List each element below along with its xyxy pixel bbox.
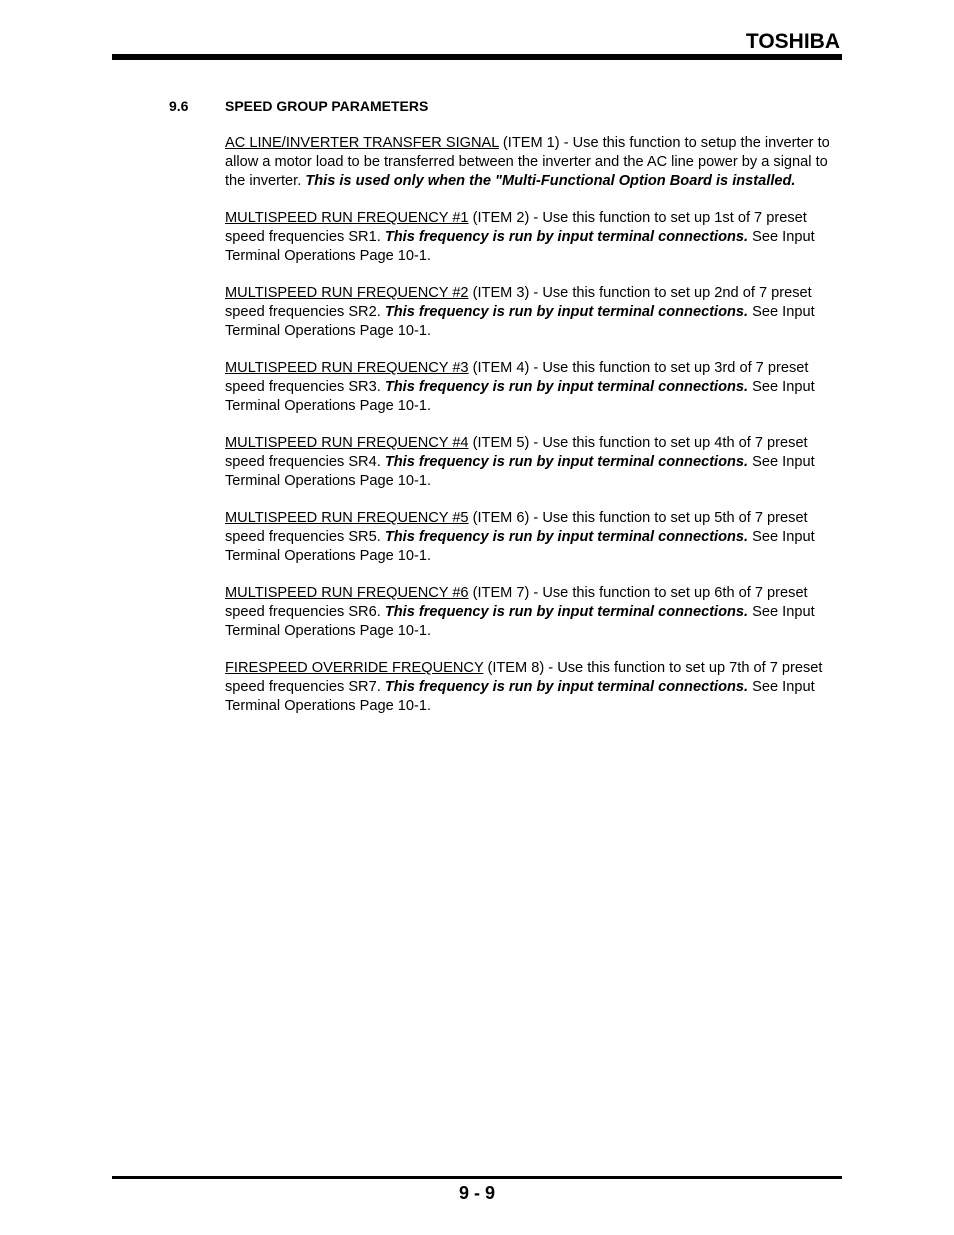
parameter-paragraph (225, 284, 837, 341)
parameter-name: MULTISPEED RUN FREQUENCY #3 (225, 360, 469, 376)
section-title: SPEED GROUP PARAMETERS (225, 98, 429, 114)
parameter-paragraph (225, 359, 837, 416)
parameter-reference: See Input Terminal Operations Page 10-1. (225, 304, 815, 339)
page-number: 9 - 9 (458, 1183, 496, 1203)
parameter-description: (ITEM 1) - Use this function to setup the inverter to allow a motor load to be transferred between the inverter and the AC line power by a signal to the inverter. (225, 135, 830, 189)
parameter-note: This is used only when the "Multi-Functional Option Board is installed. (305, 173, 796, 189)
parameter-description: (ITEM 5) - Use this function to set up 4th of 7 preset speed frequencies SR4. (225, 435, 808, 470)
parameter-note: This frequency is run by input terminal connections. (384, 454, 749, 470)
parameter-name: FIRESPEED OVERRIDE FREQUENCY (225, 660, 484, 676)
parameter-note: This frequency is run by input terminal connections. (384, 679, 749, 695)
parameter-reference: See Input Terminal Operations Page 10-1. (225, 454, 815, 489)
parameter-name: MULTISPEED RUN FREQUENCY #5 (225, 510, 469, 526)
parameter-paragraph (225, 434, 837, 491)
parameter-name: MULTISPEED RUN FREQUENCY #6 (225, 585, 469, 601)
parameter-description: (ITEM 4) - Use this function to set up 3rd of 7 preset speed frequencies SR3. (225, 360, 809, 395)
parameter-reference: See Input Terminal Operations Page 10-1. (225, 679, 815, 714)
parameter-description: (ITEM 8) - Use this function to set up 7th of 7 preset speed frequencies SR7. (225, 660, 823, 695)
parameter-paragraph (225, 584, 837, 641)
parameter-paragraph (225, 659, 837, 716)
brand-name: TOSHIBA (745, 30, 840, 53)
parameter-reference: See Input Terminal Operations Page 10-1. (225, 229, 815, 264)
parameter-reference: See Input Terminal Operations Page 10-1. (225, 379, 815, 414)
parameter-note: This frequency is run by input terminal connections. (384, 379, 749, 395)
parameter-description: (ITEM 6) - Use this function to set up 5th of 7 preset speed frequencies SR5. (225, 510, 808, 545)
parameter-description: (ITEM 2) - Use this function to set up 1st of 7 preset speed frequencies SR1. (225, 210, 807, 245)
parameter-note: This frequency is run by input terminal connections. (384, 229, 749, 245)
parameter-name: MULTISPEED RUN FREQUENCY #4 (225, 435, 469, 451)
parameter-description: (ITEM 7) - Use this function to set up 6th of 7 preset speed frequencies SR6. (225, 585, 808, 620)
parameter-description: (ITEM 3) - Use this function to set up 2nd of 7 preset speed frequencies SR2. (225, 285, 812, 320)
parameter-note: This frequency is run by input terminal connections. (384, 304, 749, 320)
header-rule (112, 54, 842, 60)
parameter-reference: See Input Terminal Operations Page 10-1. (225, 529, 815, 564)
parameter-paragraph (225, 509, 837, 566)
parameter-paragraph (225, 134, 837, 191)
parameter-note: This frequency is run by input terminal connections. (384, 529, 749, 545)
section-number: 9.6 (169, 98, 189, 114)
parameter-name: MULTISPEED RUN FREQUENCY #2 (225, 285, 469, 301)
parameter-list (225, 134, 837, 734)
parameter-note: This frequency is run by input terminal connections. (384, 604, 749, 620)
parameter-name: AC LINE/INVERTER TRANSFER SIGNAL (225, 135, 499, 151)
parameter-reference: See Input Terminal Operations Page 10-1. (225, 604, 815, 639)
parameter-name: MULTISPEED RUN FREQUENCY #1 (225, 210, 469, 226)
footer-rule (112, 1176, 842, 1179)
parameter-paragraph (225, 209, 837, 266)
